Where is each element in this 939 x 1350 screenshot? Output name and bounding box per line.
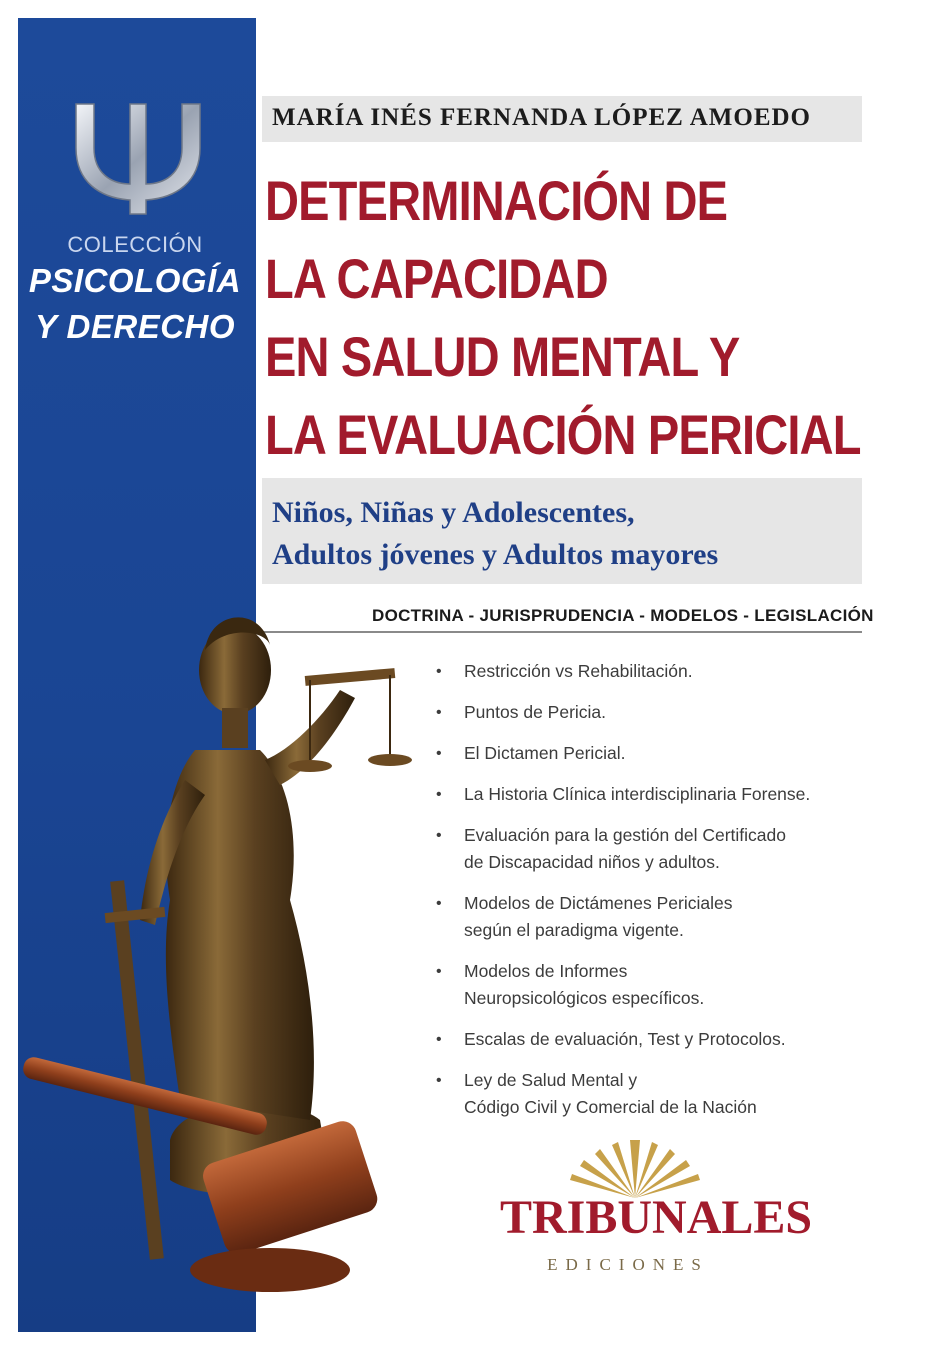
list-item-text: Modelos de Informes	[464, 961, 628, 981]
lady-justice-statue-image	[20, 580, 440, 1310]
list-item	[436, 740, 856, 767]
bullet-icon: •	[436, 1072, 442, 1089]
list-item-text: según el paradigma vigente.	[464, 920, 684, 940]
list-item-text: Evaluación para la gestión del Certificado	[464, 825, 786, 845]
bullet-icon: •	[436, 786, 442, 803]
list-item	[436, 1026, 856, 1053]
publisher-name: TRIBUNALES	[500, 1191, 813, 1244]
topics-line: DOCTRINA - JURISPRUDENCIA - MODELOS - LEGISLACIÓN	[372, 606, 874, 625]
bullet-icon: •	[436, 704, 442, 721]
author-name: MARÍA INÉS FERNANDA LÓPEZ AMOEDO	[272, 104, 811, 131]
list-item-text: Escalas de evaluación, Test y Protocolos.	[464, 1029, 786, 1049]
list-item	[436, 890, 856, 944]
title-line-1: DETERMINACIÓN DE	[265, 169, 728, 232]
subtitle-line-1: Niños, Niñas y Adolescentes,	[272, 496, 635, 529]
list-item-text: Restricción vs Rehabilitación.	[464, 661, 693, 681]
bullet-icon: •	[436, 895, 442, 912]
list-item-text: Código Civil y Comercial de la Nación	[464, 1097, 757, 1117]
list-item-text: Puntos de Pericia.	[464, 702, 607, 722]
bullet-icon: •	[436, 827, 442, 844]
list-item	[436, 1067, 856, 1121]
list-item-text: El Dictamen Pericial.	[464, 743, 626, 763]
subtitle-line-2: Adultos jóvenes y Adultos mayores	[272, 538, 719, 571]
collection-label: COLECCIÓN	[67, 232, 203, 257]
list-item	[436, 699, 856, 726]
collection-name-line2: Y DERECHO	[34, 308, 236, 345]
title-line-2: LA CAPACIDAD	[265, 247, 608, 310]
psi-symbol-icon	[68, 96, 208, 218]
bullet-icon: •	[436, 1031, 442, 1048]
title-line-4: LA EVALUACIÓN PERICIAL	[265, 403, 861, 466]
bullet-icon: •	[436, 663, 442, 680]
list-item-text: de Discapacidad niños y adultos.	[464, 852, 720, 872]
list-item	[436, 958, 856, 1012]
publisher-subtitle: EDICIONES	[547, 1255, 709, 1274]
list-item-text: Ley de Salud Mental y	[464, 1070, 638, 1090]
collection-name-line1: PSICOLOGÍA	[28, 262, 242, 299]
list-item-text: La Historia Clínica interdisciplinaria Forense.	[464, 784, 811, 804]
list-item	[436, 781, 856, 808]
bullet-icon: •	[436, 745, 442, 762]
list-item	[436, 658, 856, 685]
contents-list	[436, 658, 856, 1135]
list-item-text: Modelos de Dictámenes Periciales	[464, 893, 733, 913]
list-item-text: Neuropsicológicos específicos.	[464, 988, 705, 1008]
list-item	[436, 822, 856, 876]
bullet-icon: •	[436, 963, 442, 980]
title-line-3: EN SALUD MENTAL Y	[265, 325, 740, 388]
